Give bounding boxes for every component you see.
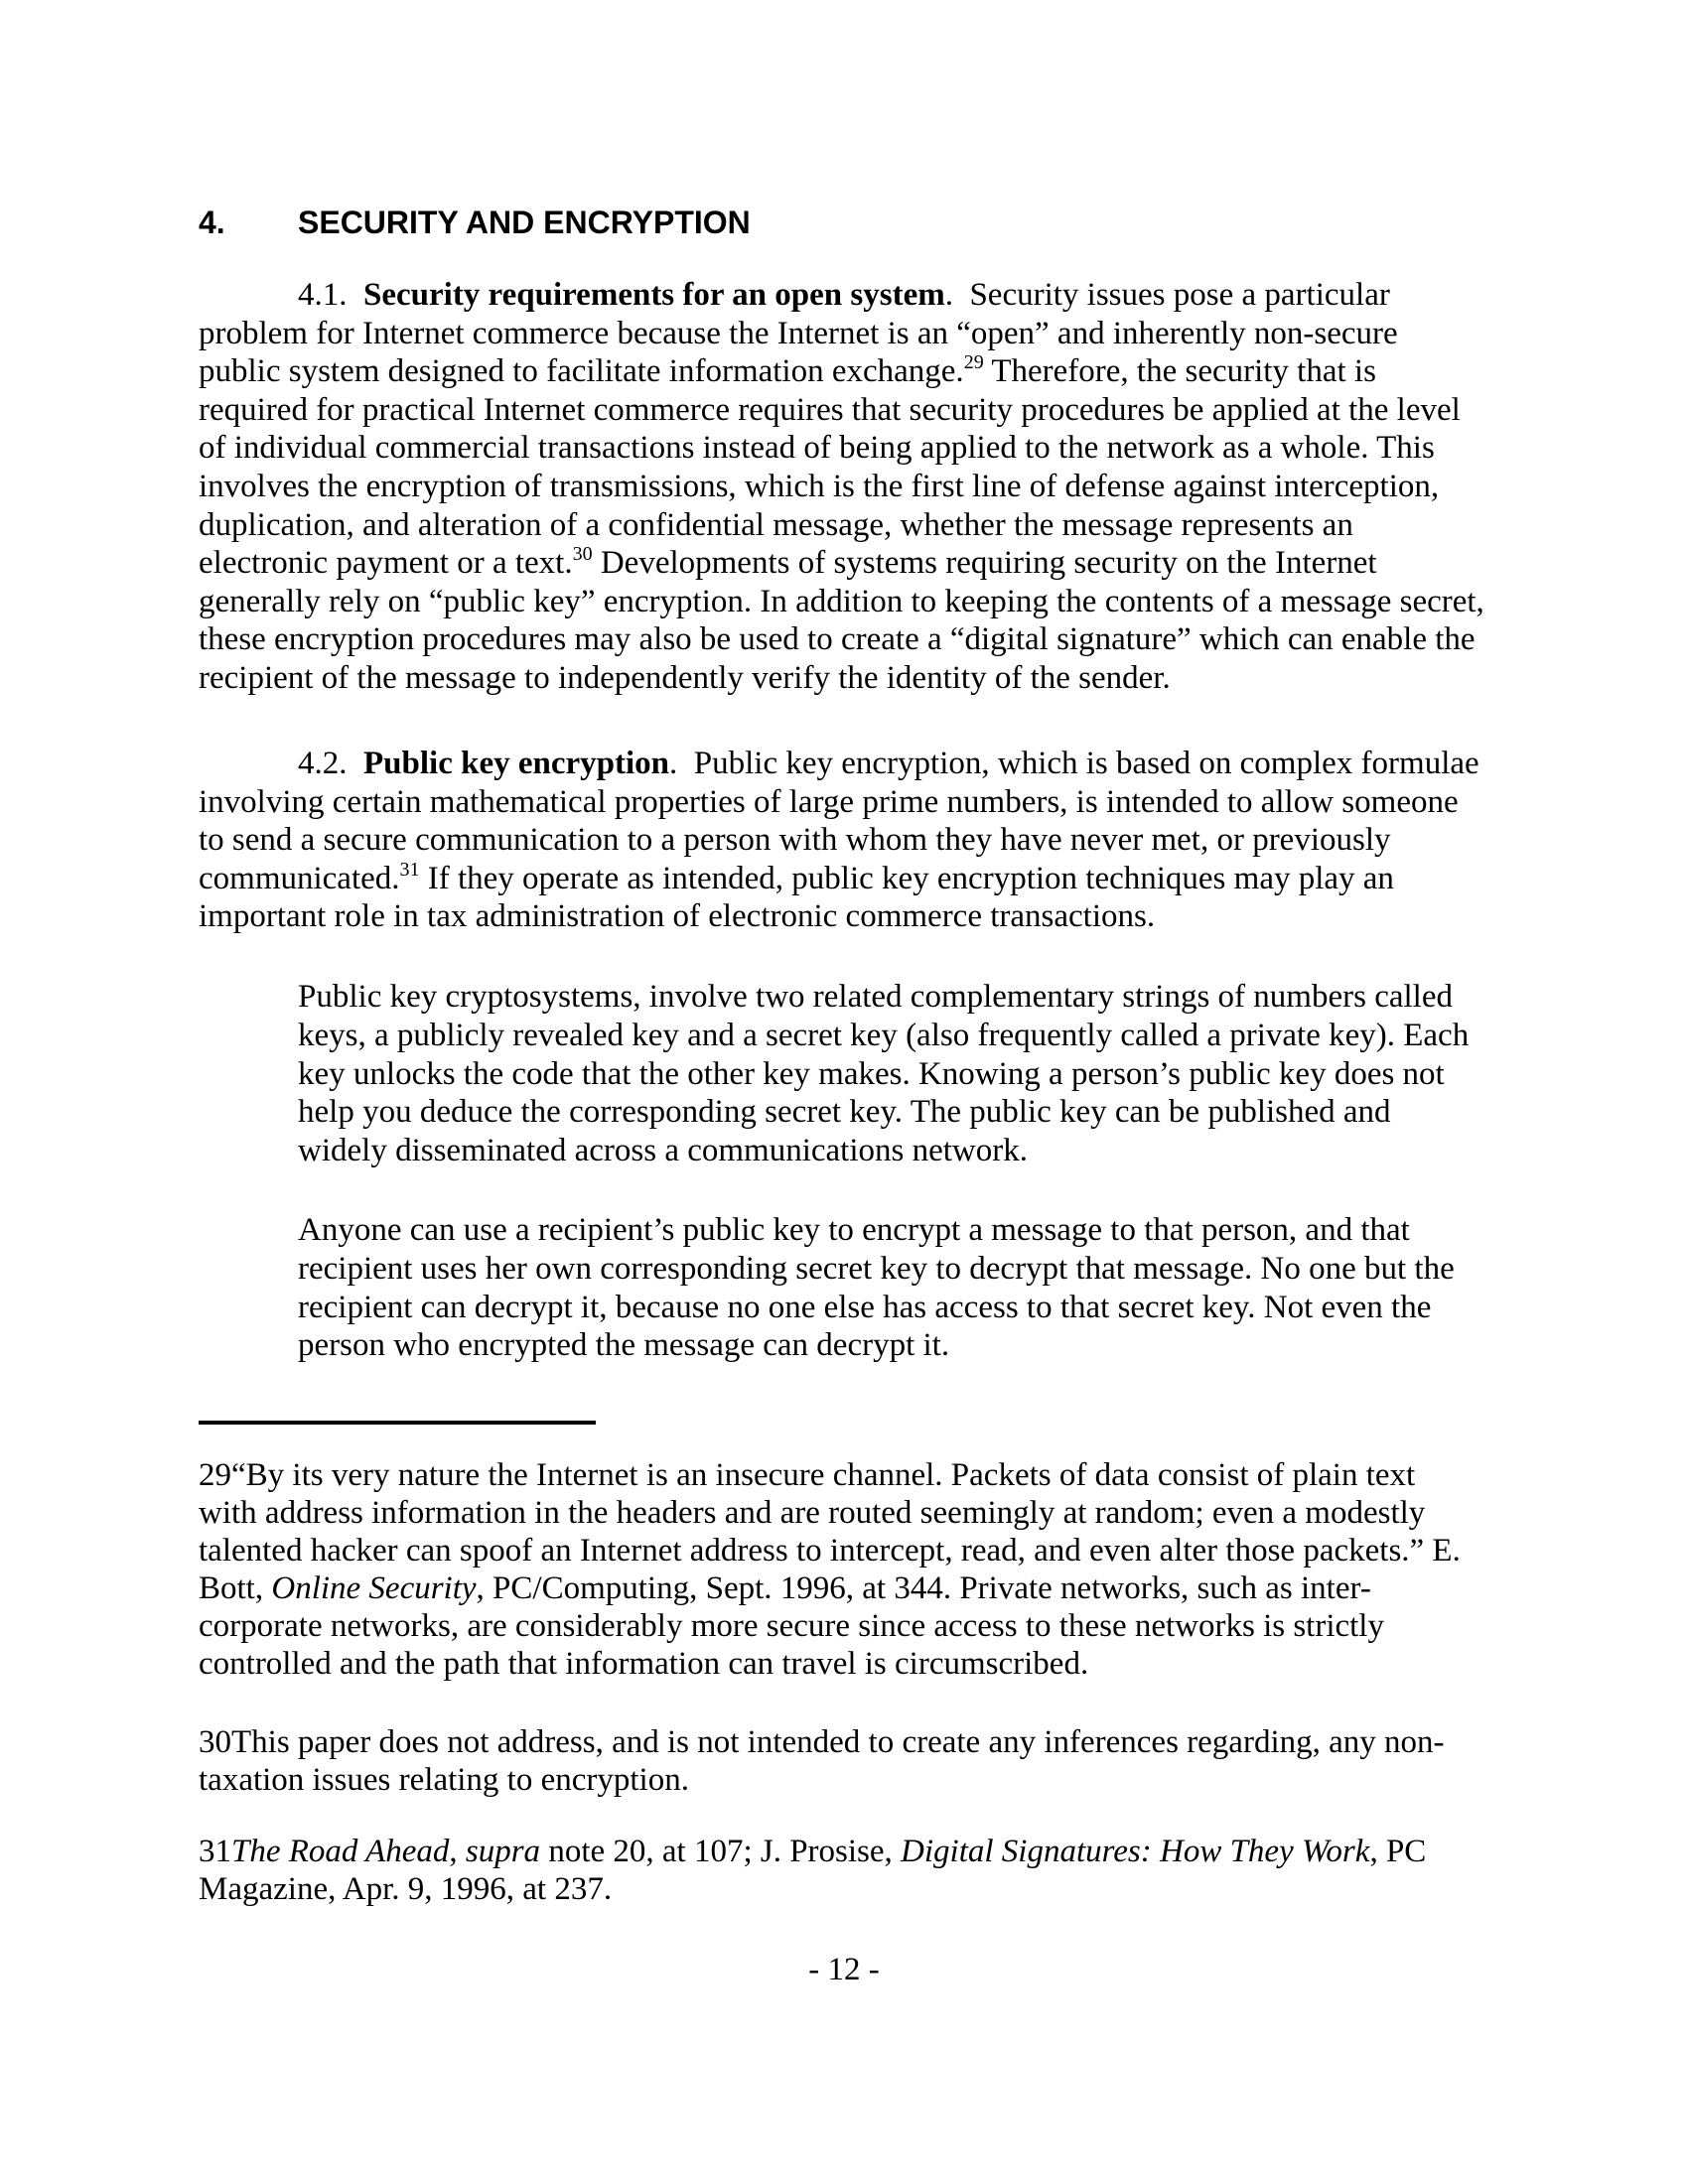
text-line <box>298 279 1390 312</box>
text-span: If they operate as intended, public key encryption techniques may play an <box>419 860 1394 896</box>
text-line <box>199 1726 1445 1759</box>
text-span: recipient of the message to independently verify the identity of the sender. <box>199 660 1171 696</box>
text-span: taxation issues relating to encryption. <box>199 1762 689 1798</box>
text-span: 4.1. <box>298 277 363 313</box>
text-span: key unlocks the code that the other key makes. Knowing a person’s public key does not <box>298 1055 1445 1092</box>
text-span: involving certain mathematical properties of large prime numbers, is intended to allow someone <box>199 783 1459 820</box>
text-span: public system designed to facilitate information exchange. <box>199 353 964 390</box>
text-span: person who encrypted the message can decrypt it. <box>298 1327 950 1364</box>
text-line <box>199 1764 689 1797</box>
text-line <box>199 858 1394 896</box>
text-line <box>199 1648 1088 1681</box>
text-span: involves the encryption of transmissions, which is the first line of defense against interception, <box>199 469 1440 504</box>
bold-text: Public key encryption <box>363 746 670 781</box>
text-line <box>199 623 1476 656</box>
text-span: Therefore, the security that is <box>983 353 1376 390</box>
text-line <box>199 1535 1461 1568</box>
text-line <box>298 1017 1470 1053</box>
text-span: problem for Internet commerce because the Internet is an “open” and inherently non-secure <box>199 315 1398 351</box>
bold-text: Security requirements for an open system <box>363 277 945 313</box>
footnote-reference: 29 <box>963 351 984 374</box>
text-line <box>199 351 1376 390</box>
text-span: communicated. <box>199 860 400 896</box>
italic-text: Online Security <box>271 1570 477 1606</box>
footnote-reference: 30 <box>572 543 593 566</box>
text-line <box>199 1459 1415 1492</box>
text-line <box>199 1610 1384 1643</box>
text-span: electronic payment or a text. <box>199 545 573 582</box>
text-span: to send a secure communication to a person with whom they have never met, or previously <box>199 822 1391 859</box>
footnote-reference: 31 <box>399 858 420 881</box>
text-span: talented hacker can spoof an Internet address to intercept, read, and even alter those packets.” E. <box>199 1533 1461 1569</box>
text-line <box>199 315 1398 351</box>
text-line <box>298 748 1479 780</box>
italic-text: The Road Ahead <box>231 1834 450 1869</box>
text-span: required for practical Internet commerce requires that security procedures be applied at the level <box>199 391 1461 428</box>
text-span: 29“By its very nature the Internet is an insecure channel. Packets of data consist of plain text <box>199 1457 1416 1493</box>
italic-text: supra <box>465 1834 541 1869</box>
text-line <box>298 1214 1410 1247</box>
text-span: Anyone can use a recipient’s public key to encrypt a message to that person, and that <box>298 1212 1410 1248</box>
section-number: 4. <box>199 205 225 240</box>
text-span: note 20, at 107; J. Prosise, <box>540 1834 902 1869</box>
text-span: . Public key encryption, which is based on complex formulae <box>669 746 1479 781</box>
text-span: duplication, and alteration of a confidential message, whether the message represents an <box>199 506 1353 543</box>
page-number: - 12 - <box>808 1952 880 1987</box>
text-line <box>199 900 1155 933</box>
text-line <box>298 1096 1391 1129</box>
text-line <box>199 1836 1426 1868</box>
text-line <box>199 1497 1425 1530</box>
text-line <box>199 1572 1371 1605</box>
text-line <box>298 1289 1432 1325</box>
text-line <box>199 824 1391 857</box>
text-span: keys, a publicly revealed key and a secret key (also frequently called a private key). Each <box>298 1017 1470 1053</box>
text-line <box>298 1329 949 1362</box>
text-span: widely disseminated across a communications network. <box>298 1133 1028 1169</box>
text-line <box>199 391 1461 428</box>
italic-text: Digital Signatures: How They Work <box>901 1834 1370 1869</box>
text-span: generally rely on “public key” encryption. In addition to keeping the contents of a message secret, <box>199 583 1484 619</box>
text-span: important role in tax administration of electronic commerce transactions. <box>199 898 1156 935</box>
text-line <box>199 432 1435 465</box>
text-span: of individual commercial transactions instead of being applied to the network as a whole. This <box>199 430 1435 467</box>
text-span: Developments of systems requiring security on the Internet <box>592 545 1377 582</box>
text-line <box>298 981 1453 1014</box>
text-line <box>199 662 1171 695</box>
text-line <box>298 1250 1455 1287</box>
text-span: with address information in the headers and are routed seemingly at random; even a modestly <box>199 1495 1426 1531</box>
text-line <box>199 543 1377 582</box>
text-line <box>298 1055 1445 1092</box>
text-span: 31 <box>199 1834 231 1869</box>
text-line <box>199 1873 612 1906</box>
text-line <box>199 783 1459 820</box>
text-span: , <box>449 1834 466 1869</box>
section-title: SECURITY AND ENCRYPTION <box>298 205 751 240</box>
text-span: recipient can decrypt it, because no one else has access to that secret key. Not even the <box>298 1289 1432 1325</box>
text-line <box>199 506 1353 543</box>
text-line <box>199 471 1439 503</box>
footnote-separator <box>199 1421 596 1425</box>
text-span: Public key cryptosystems, involve two related complementary strings of numbers called <box>298 979 1453 1015</box>
text-span: 4.2. <box>298 746 363 781</box>
text-span: help you deduce the corresponding secret key. The public key can be published and <box>298 1094 1391 1131</box>
text-span: these encryption procedures may also be used to create a “digital signature” which can enable the <box>199 621 1476 658</box>
text-span: Bott, <box>199 1570 272 1606</box>
text-line <box>199 583 1484 619</box>
text-span: , PC/Computing, Sept. 1996, at 344. Private networks, such as inter- <box>476 1570 1371 1606</box>
text-line <box>298 1135 1028 1167</box>
text-span: , PC <box>1369 1834 1427 1869</box>
text-span: corporate networks, are considerably more secure since access to these networks is strictly <box>199 1608 1384 1644</box>
text-span: . Security issues pose a particular <box>944 277 1390 313</box>
text-span: controlled and the path that information can travel is circumscribed. <box>199 1646 1089 1682</box>
text-span: recipient uses her own corresponding secret key to decrypt that message. No one but the <box>298 1250 1455 1287</box>
text-span: Magazine, Apr. 9, 1996, at 237. <box>199 1871 613 1907</box>
text-span: 30This paper does not address, and is not intended to create any inferences regarding, any non- <box>199 1724 1445 1760</box>
